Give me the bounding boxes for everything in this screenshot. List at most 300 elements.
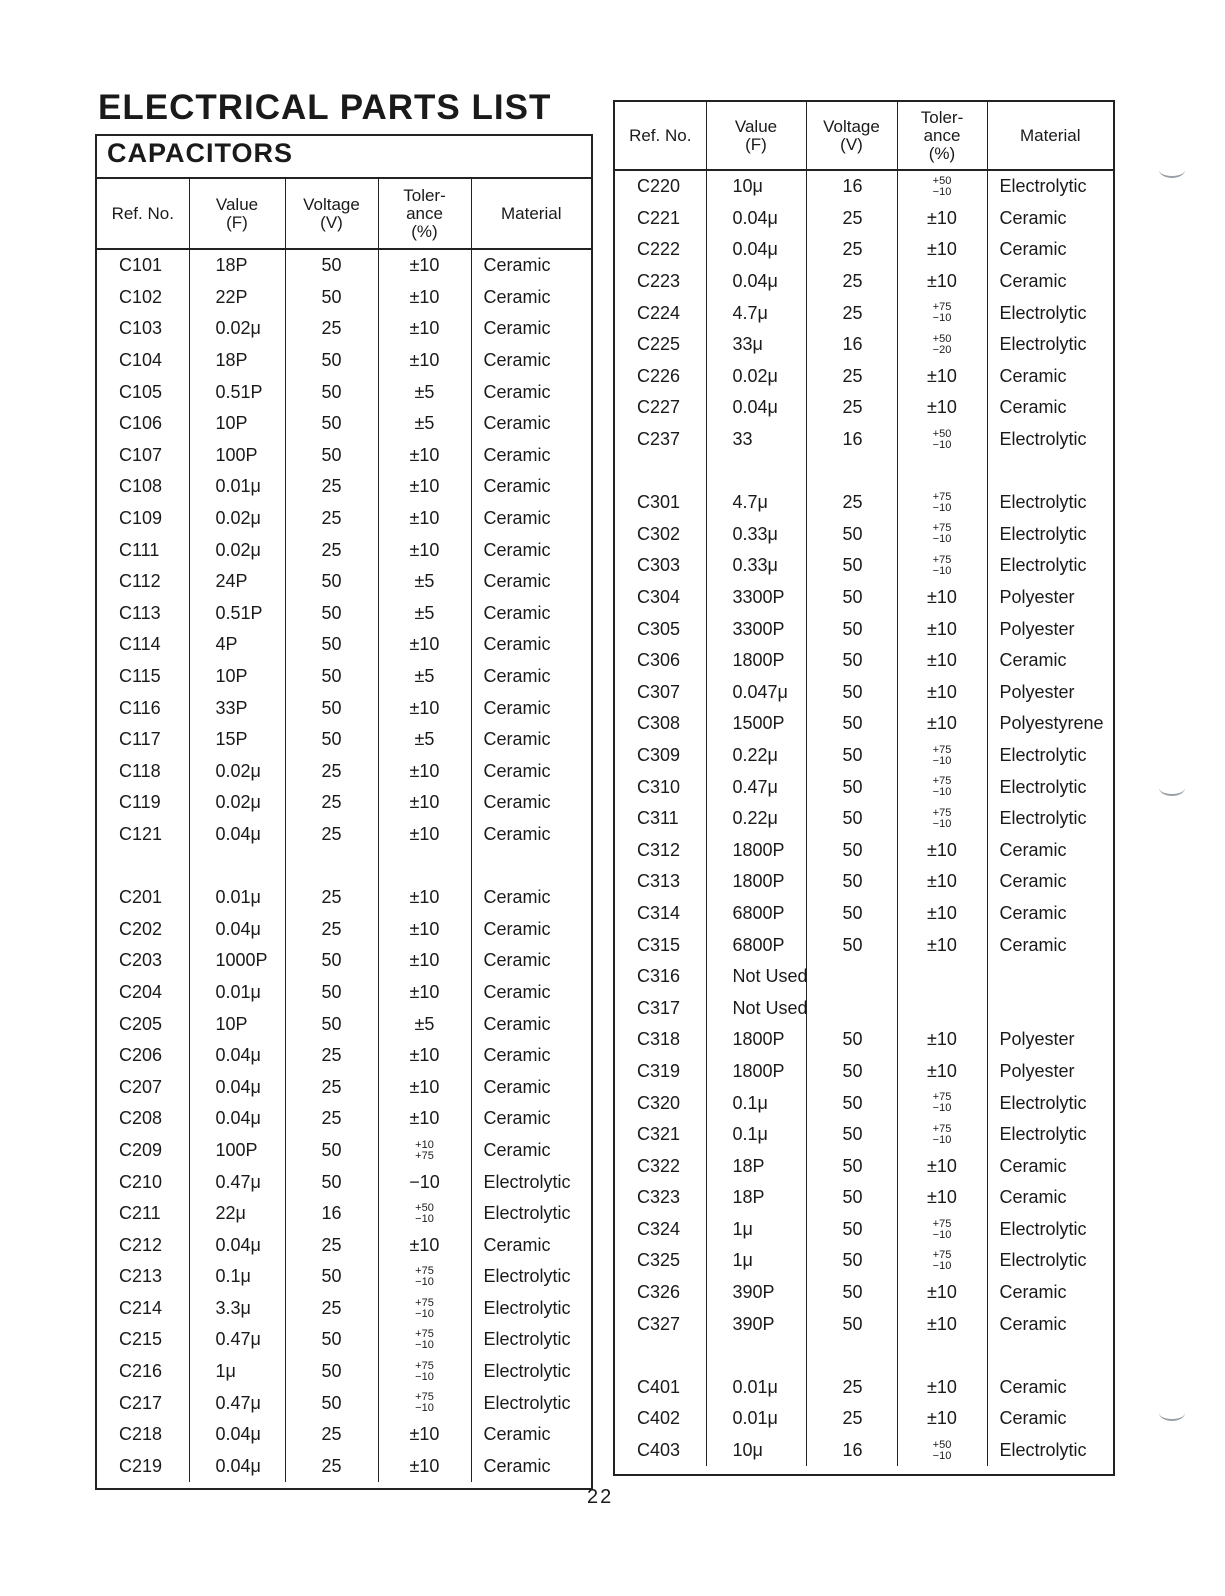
material-cell: Electrolytic: [987, 1435, 1113, 1467]
value-cell: 3300P: [706, 582, 806, 614]
value-cell: 10μ: [706, 170, 806, 203]
ref-no-cell: C113: [119, 602, 161, 623]
value-cell: 100P: [189, 1135, 285, 1167]
tolerance-cell: ±10: [378, 313, 471, 345]
voltage-cell: 25: [285, 471, 378, 503]
value-cell: 18P: [189, 249, 285, 282]
voltage-cell: 50: [806, 1214, 897, 1246]
material-cell: Ceramic: [471, 756, 591, 788]
ref-no-cell: C104: [119, 350, 163, 371]
voltage-cell: 25: [806, 392, 897, 424]
voltage-cell: 50: [285, 376, 378, 408]
tolerance-cell: ±10: [897, 1182, 987, 1214]
binder-punch-mark: [1159, 780, 1185, 796]
ref-no-cell: C327: [637, 1313, 681, 1334]
value-cell: 0.47μ: [189, 1166, 285, 1198]
ref-no-cell: C321: [637, 1124, 681, 1145]
material-cell: Electrolytic: [471, 1261, 591, 1293]
material-cell: Ceramic: [987, 1277, 1113, 1309]
tolerance-cell: ±5: [378, 408, 471, 440]
tolerance-stacked: +75 −10: [415, 1264, 434, 1288]
tolerance-cell: [378, 1356, 471, 1388]
table-row: [615, 487, 1113, 519]
table-row: [615, 1087, 1113, 1119]
table-row: [615, 297, 1113, 329]
table-row: [615, 961, 1113, 993]
voltage-cell: 50: [806, 708, 897, 740]
tolerance-cell: ±10: [897, 203, 987, 235]
material-cell: Electrolytic: [471, 1198, 591, 1230]
value-cell: 0.33μ: [706, 550, 806, 582]
ref-no-cell: C319: [637, 1060, 681, 1081]
tolerance-cell: ±5: [378, 598, 471, 630]
tolerance-cell: ±10: [378, 503, 471, 535]
value-cell: 1μ: [706, 1245, 806, 1277]
voltage-cell: [285, 850, 378, 882]
value-cell: 0.04μ: [189, 1040, 285, 1072]
table-row: [615, 582, 1113, 614]
voltage-cell: 25: [285, 1071, 378, 1103]
value-cell: [706, 455, 806, 487]
tolerance-stacked: +75 −10: [932, 1091, 952, 1115]
ref-no-cell: C318: [637, 1029, 681, 1050]
material-cell: Ceramic: [471, 1451, 591, 1483]
value-cell: 18P: [189, 345, 285, 377]
table-row: [97, 819, 591, 851]
material-cell: Polyester: [987, 677, 1113, 709]
value-cell: 0.04μ: [189, 1419, 285, 1451]
value-cell: 4.7μ: [706, 487, 806, 519]
tolerance-cell: [897, 1340, 987, 1372]
value-cell: 6800P: [706, 898, 806, 930]
table-row: [97, 1324, 591, 1356]
value-cell: 0.01μ: [706, 1403, 806, 1435]
material-cell: Ceramic: [471, 1419, 591, 1451]
ref-no-cell: C203: [119, 950, 163, 971]
material-cell: Ceramic: [471, 945, 591, 977]
ref-no-cell: C212: [119, 1234, 163, 1255]
tolerance-cell: ±5: [378, 1008, 471, 1040]
voltage-cell: 25: [285, 913, 378, 945]
tolerance-cell: [378, 1135, 471, 1167]
ref-no-cell: C214: [119, 1297, 163, 1318]
ref-no-cell: C306: [637, 650, 681, 671]
value-cell: 0.47μ: [706, 771, 806, 803]
table-row: [97, 534, 591, 566]
voltage-cell: 16: [806, 424, 897, 456]
table-row: [97, 756, 591, 788]
material-cell: Polyester: [987, 1056, 1113, 1088]
value-cell: 0.047μ: [706, 677, 806, 709]
ref-no-cell: C215: [119, 1329, 163, 1350]
table-row: [97, 566, 591, 598]
tolerance-cell: [897, 1245, 987, 1277]
voltage-cell: 50: [285, 598, 378, 630]
voltage-cell: 50: [285, 1356, 378, 1388]
voltage-cell: 16: [806, 329, 897, 361]
table-row: [615, 550, 1113, 582]
material-cell: Ceramic: [987, 392, 1113, 424]
tolerance-cell: ±10: [378, 1229, 471, 1261]
ref-no-cell: C225: [637, 334, 681, 355]
material-cell: Electrolytic: [987, 329, 1113, 361]
value-cell: 4P: [189, 629, 285, 661]
voltage-cell: 50: [285, 408, 378, 440]
tolerance-stacked: +75 −10: [415, 1359, 434, 1383]
table-row: [615, 866, 1113, 898]
section-title: CAPACITORS: [97, 136, 591, 179]
voltage-cell: [806, 455, 897, 487]
voltage-cell: 25: [285, 503, 378, 535]
material-cell: Ceramic: [471, 724, 591, 756]
table-row: [97, 1356, 591, 1388]
tolerance-cell: ±10: [378, 471, 471, 503]
tolerance-cell: ±10: [378, 819, 471, 851]
ref-no-cell: C227: [637, 397, 681, 418]
material-cell: Electrolytic: [471, 1387, 591, 1419]
ref-no-cell: C118: [119, 760, 161, 781]
value-cell: 0.02μ: [189, 503, 285, 535]
material-cell: Ceramic: [471, 629, 591, 661]
voltage-cell: 25: [806, 1372, 897, 1404]
voltage-cell: 50: [806, 1150, 897, 1182]
voltage-cell: [806, 961, 897, 993]
ref-no-cell: C314: [637, 902, 681, 923]
tolerance-cell: ±10: [378, 977, 471, 1009]
value-cell: 10P: [189, 661, 285, 693]
value-cell: 1μ: [706, 1214, 806, 1246]
table-row: [97, 1103, 591, 1135]
ref-no-cell: C309: [637, 744, 681, 765]
table-row: [615, 361, 1113, 393]
material-cell: Ceramic: [987, 1308, 1113, 1340]
material-cell: Electrolytic: [987, 1087, 1113, 1119]
tolerance-cell: ±5: [378, 376, 471, 408]
voltage-cell: 50: [285, 282, 378, 314]
tolerance-cell: ±10: [378, 1419, 471, 1451]
tolerance-stacked: +50 −20: [932, 332, 952, 356]
material-cell: Ceramic: [471, 376, 591, 408]
material-cell: Electrolytic: [471, 1356, 591, 1388]
tolerance-cell: ±10: [897, 1403, 987, 1435]
material-cell: Electrolytic: [987, 1214, 1113, 1246]
ref-no-cell: C311: [637, 808, 679, 829]
voltage-cell: [806, 992, 897, 1024]
value-cell: 0.22μ: [706, 803, 806, 835]
table-row: [615, 992, 1113, 1024]
value-cell: Not Used: [706, 992, 806, 1024]
material-cell: Ceramic: [987, 1182, 1113, 1214]
tolerance-stacked: +75 −10: [932, 806, 952, 830]
tolerance-cell: [378, 1293, 471, 1325]
tolerance-cell: ±10: [897, 866, 987, 898]
binder-punch-mark: [1159, 162, 1185, 178]
voltage-cell: 50: [806, 1087, 897, 1119]
value-cell: 0.51P: [189, 376, 285, 408]
value-cell: 3300P: [706, 613, 806, 645]
material-cell: Ceramic: [987, 266, 1113, 298]
voltage-cell: 50: [806, 1024, 897, 1056]
ref-no-cell: C115: [119, 666, 161, 687]
value-cell: 0.01μ: [189, 471, 285, 503]
right-table-body: [615, 170, 1113, 1466]
material-cell: Ceramic: [471, 913, 591, 945]
ref-no-cell: C109: [119, 508, 163, 529]
tolerance-cell: [897, 1119, 987, 1151]
table-row: [97, 1198, 591, 1230]
value-cell: 1μ: [189, 1356, 285, 1388]
tolerance-cell: [897, 297, 987, 329]
material-cell: Electrolytic: [987, 1119, 1113, 1151]
ref-no-cell: C119: [119, 792, 161, 813]
table-row: [615, 771, 1113, 803]
value-cell: 0.02μ: [189, 787, 285, 819]
value-cell: 0.04μ: [189, 913, 285, 945]
material-cell: Ceramic: [471, 566, 591, 598]
material-cell: Ceramic: [471, 787, 591, 819]
ref-no-cell: C221: [637, 207, 681, 228]
voltage-cell: 25: [285, 882, 378, 914]
voltage-cell: 25: [806, 266, 897, 298]
tolerance-stacked: +50 −10: [415, 1201, 434, 1225]
table-row: [615, 519, 1113, 551]
voltage-cell: 50: [285, 1135, 378, 1167]
voltage-cell: 50: [806, 866, 897, 898]
ref-no-cell: C116: [119, 697, 161, 718]
ref-no-cell: C206: [119, 1045, 163, 1066]
value-cell: 0.1μ: [706, 1119, 806, 1151]
ref-no-cell: C105: [119, 381, 163, 402]
value-cell: 22μ: [189, 1198, 285, 1230]
material-cell: Ceramic: [471, 440, 591, 472]
ref-no-cell: C207: [119, 1076, 163, 1097]
material-cell: Ceramic: [471, 534, 591, 566]
tolerance-cell: ±10: [897, 929, 987, 961]
table-row: [615, 1277, 1113, 1309]
table-row: [615, 1403, 1113, 1435]
material-cell: Electrolytic: [987, 487, 1113, 519]
ref-no-cell: C204: [119, 981, 163, 1002]
tolerance-stacked: +50 −10: [932, 174, 952, 198]
voltage-cell: 25: [806, 297, 897, 329]
voltage-cell: 25: [806, 361, 897, 393]
material-cell: Electrolytic: [987, 519, 1113, 551]
ref-no-cell: C112: [119, 571, 161, 592]
material-cell: Ceramic: [471, 282, 591, 314]
ref-no-cell: C226: [637, 365, 681, 386]
table-row: [615, 266, 1113, 298]
tolerance-cell: ±10: [378, 945, 471, 977]
material-cell: Ceramic: [987, 645, 1113, 677]
value-cell: 0.1μ: [189, 1261, 285, 1293]
right-parts-panel: [613, 100, 1115, 1476]
ref-no-cell: C213: [119, 1266, 163, 1287]
tolerance-cell: [897, 329, 987, 361]
tolerance-cell: [378, 850, 471, 882]
tolerance-cell: ±10: [897, 234, 987, 266]
left-table-body: [97, 249, 591, 1482]
material-cell: Electrolytic: [987, 424, 1113, 456]
tolerance-stacked: +75 −10: [415, 1296, 434, 1320]
ref-no-cell: C201: [119, 887, 163, 908]
tolerance-cell: ±10: [897, 266, 987, 298]
voltage-cell: 50: [285, 629, 378, 661]
table-row: [615, 1245, 1113, 1277]
value-cell: 15P: [189, 724, 285, 756]
table-row: [615, 170, 1113, 203]
value-cell: 0.04μ: [189, 1071, 285, 1103]
voltage-cell: 50: [806, 1277, 897, 1309]
voltage-cell: 50: [806, 677, 897, 709]
ref-no-cell: C316: [637, 966, 681, 987]
ref-no-cell: C222: [637, 239, 681, 260]
table-row: [97, 376, 591, 408]
voltage-cell: 50: [285, 1324, 378, 1356]
voltage-header: Voltage (V): [806, 102, 897, 170]
tolerance-stacked: +75 −10: [932, 301, 952, 325]
table-row: [97, 977, 591, 1009]
table-row: [615, 834, 1113, 866]
table-row: [97, 692, 591, 724]
tolerance-cell: [378, 1198, 471, 1230]
voltage-cell: 25: [806, 487, 897, 519]
tolerance-cell: ±10: [378, 629, 471, 661]
tolerance-cell: [897, 1435, 987, 1467]
voltage-cell: 25: [806, 203, 897, 235]
table-row: [97, 313, 591, 345]
tolerance-cell: [897, 519, 987, 551]
table-row: [97, 282, 591, 314]
tolerance-cell: [897, 487, 987, 519]
material-cell: Polyester: [987, 613, 1113, 645]
ref-no-cell: C307: [637, 681, 681, 702]
value-cell: [706, 1340, 806, 1372]
table-row: [615, 803, 1113, 835]
voltage-cell: 50: [806, 803, 897, 835]
tolerance-stacked: +75 −10: [932, 554, 952, 578]
voltage-cell: [806, 1340, 897, 1372]
voltage-cell: 50: [806, 929, 897, 961]
tolerance-cell: ±10: [897, 898, 987, 930]
tolerance-stacked: +75 −10: [932, 743, 952, 767]
table-row: [615, 329, 1113, 361]
voltage-cell: 50: [285, 945, 378, 977]
material-cell: Electrolytic: [471, 1293, 591, 1325]
material-cell: Ceramic: [987, 203, 1113, 235]
value-cell: 0.47μ: [189, 1387, 285, 1419]
table-row: [97, 1387, 591, 1419]
voltage-cell: 50: [285, 661, 378, 693]
table-row: [97, 787, 591, 819]
table-row: [97, 1293, 591, 1325]
material-cell: Electrolytic: [987, 1245, 1113, 1277]
value-cell: Not Used: [706, 961, 806, 993]
value-cell: 0.1μ: [706, 1087, 806, 1119]
voltage-header: Voltage (V): [285, 179, 378, 249]
voltage-cell: 50: [806, 645, 897, 677]
voltage-cell: 50: [285, 1387, 378, 1419]
ref-no-cell: C312: [637, 839, 681, 860]
ref-no-cell: C237: [637, 429, 681, 450]
table-row: [615, 1308, 1113, 1340]
ref-no-cell: C303: [637, 555, 681, 576]
ref-no-cell: C218: [119, 1424, 163, 1445]
material-cell: Ceramic: [471, 345, 591, 377]
material-header: Material: [987, 102, 1113, 170]
tolerance-stacked: +50 −10: [932, 427, 952, 451]
material-cell: Ceramic: [987, 1372, 1113, 1404]
voltage-cell: 50: [285, 1261, 378, 1293]
value-cell: 0.04μ: [706, 203, 806, 235]
voltage-cell: 25: [285, 1293, 378, 1325]
material-cell: Ceramic: [471, 692, 591, 724]
ref-no-cell: C308: [637, 713, 681, 734]
voltage-cell: 25: [285, 819, 378, 851]
tolerance-cell: [897, 961, 987, 993]
material-cell: Ceramic: [987, 361, 1113, 393]
value-header: Value (F): [706, 102, 806, 170]
voltage-cell: 50: [806, 1119, 897, 1151]
table-row: [615, 708, 1113, 740]
tolerance-cell: ±10: [378, 882, 471, 914]
table-row: [97, 1135, 591, 1167]
ref-no-cell: C205: [119, 1013, 163, 1034]
material-cell: Electrolytic: [987, 550, 1113, 582]
table-row: [97, 629, 591, 661]
value-cell: 1800P: [706, 1056, 806, 1088]
value-cell: 10P: [189, 1008, 285, 1040]
tolerance-cell: ±10: [897, 1024, 987, 1056]
value-cell: [189, 850, 285, 882]
table-row: [615, 1372, 1113, 1404]
value-cell: 1000P: [189, 945, 285, 977]
tolerance-cell: [897, 803, 987, 835]
material-cell: Polyester: [987, 1024, 1113, 1056]
material-cell: Ceramic: [471, 1135, 591, 1167]
ref-no-cell: C106: [119, 413, 163, 434]
material-cell: Ceramic: [987, 866, 1113, 898]
material-cell: Ceramic: [987, 929, 1113, 961]
table-row: [615, 1024, 1113, 1056]
tolerance-cell: [897, 550, 987, 582]
value-cell: 0.01μ: [706, 1372, 806, 1404]
tolerance-cell: [378, 1261, 471, 1293]
ref-no-cell: C315: [637, 934, 681, 955]
tolerance-stacked: +75 −10: [415, 1328, 434, 1352]
table-row: [615, 645, 1113, 677]
value-cell: 6800P: [706, 929, 806, 961]
voltage-cell: 50: [806, 1182, 897, 1214]
material-cell: Electrolytic: [987, 803, 1113, 835]
table-row: [97, 1166, 591, 1198]
ref-no-cell: C325: [637, 1250, 681, 1271]
value-cell: 33P: [189, 692, 285, 724]
ref-no-cell: C403: [637, 1440, 681, 1461]
material-cell: Ceramic: [471, 1229, 591, 1261]
tolerance-cell: ±10: [897, 582, 987, 614]
table-row: [615, 740, 1113, 772]
voltage-cell: 16: [285, 1198, 378, 1230]
value-cell: 1800P: [706, 645, 806, 677]
tolerance-cell: ±10: [378, 345, 471, 377]
value-cell: 0.04μ: [189, 1451, 285, 1483]
material-cell: Ceramic: [987, 898, 1113, 930]
ref-no-cell: C326: [637, 1282, 681, 1303]
table-spacer-row: [97, 850, 591, 882]
value-cell: 0.04μ: [189, 819, 285, 851]
tolerance-cell: ±10: [897, 392, 987, 424]
tolerance-cell: ±10: [378, 534, 471, 566]
